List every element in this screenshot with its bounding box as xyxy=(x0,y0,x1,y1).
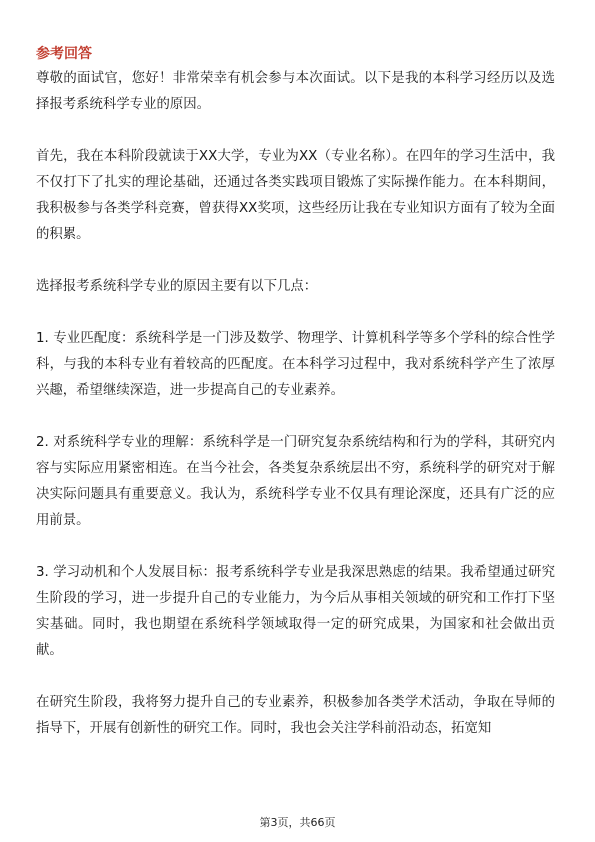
paragraph-reason-3: 3. 学习动机和个人发展目标：报考系统科学专业是我深思熟虑的结果。我希望通过研究生阶段的学习，进一步提升自己的专业能力，为今后从事相关领域的研究和工作打下坚实基础。同时，我也期望在系统科学领域取得一定的研究成果，为国家和社会做出贡献。 xyxy=(36,565,555,658)
paragraph-reason-1: 1. 专业匹配度：系统科学是一门涉及数学、物理学、计算机科学等多个学科的综合性学科，与我的本科专业有着较高的匹配度。在本科学习过程中，我对系统科学产生了浓厚兴趣，希望继续深造，进一步提高自己的专业素养。 xyxy=(36,331,555,398)
answer-heading: 参考回答 xyxy=(36,46,92,62)
paragraph-reasons-intro: 选择报考系统科学专业的原因主要有以下几点： xyxy=(36,279,318,294)
paragraph-graduate-plan: 在研究生阶段，我将努力提升自己的专业素养，积极参加各类学术活动，争取在导师的指导下，开展有创新性的研究工作。同时，我也会关注学科前沿动态，拓宽知 xyxy=(36,695,555,736)
page-number: 第3页，共66页 xyxy=(259,816,336,829)
paragraph-undergraduate: 首先，我在本科阶段就读于XX大学，专业为XX（专业名称）。在四年的学习生活中，我不仅打下了扎实的理论基础，还通过各类实践项目锻炼了实际操作能力。在本科期间，我积极参与各类学科竞赛，曾获得XX奖项，这些经历让我在专业知识方面有了较为全面的积累。 xyxy=(36,149,555,242)
paragraph-reason-2: 2. 对系统科学专业的理解：系统科学是一门研究复杂系统结构和行为的学科，其研究内容与实际应用紧密相连。在当今社会，各类复杂系统层出不穷，系统科学的研究对于解决实际问题具有重要意义。我认为，系统科学专业不仅具有理论深度，还具有广泛的应用前景。 xyxy=(36,435,555,528)
paragraph-greeting: 尊敬的面试官，您好！非常荣幸有机会参与本次面试。以下是我的本科学习经历以及选择报考系统科学专业的原因。 xyxy=(36,71,555,112)
